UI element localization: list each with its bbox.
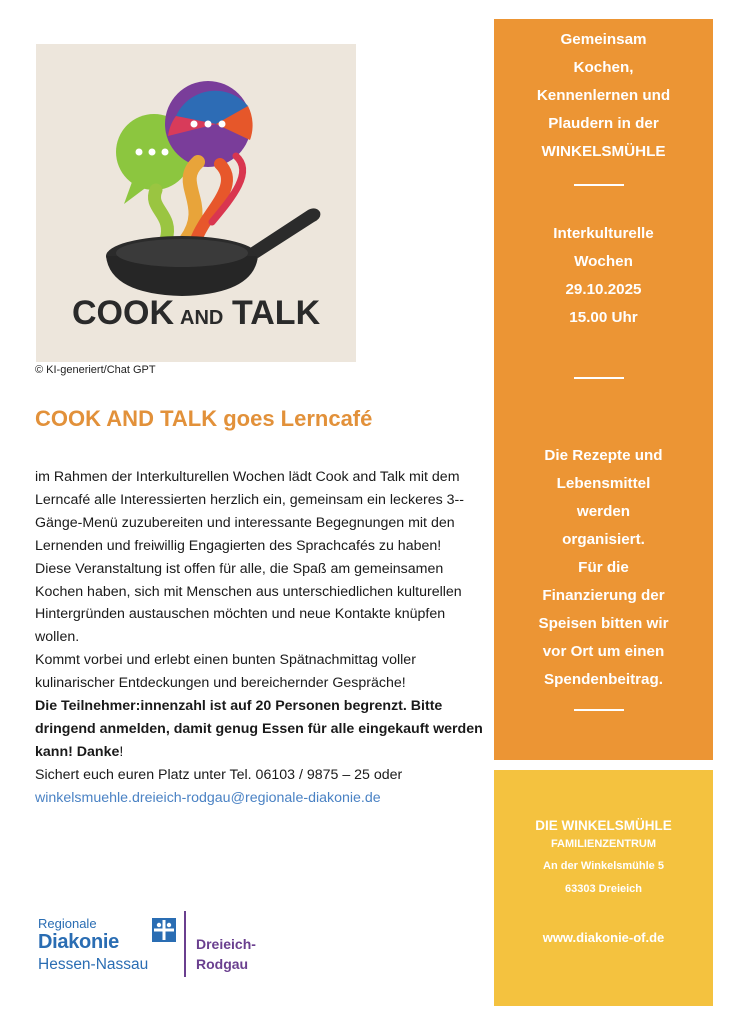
diakonie-local-line-1: Dreieich- bbox=[196, 936, 256, 952]
paragraph-contact: Sichert euch euren Platz unter Tel. 06103 / 9875 – 25 oder bbox=[35, 766, 403, 783]
info-line-3: werden bbox=[576, 503, 631, 520]
info-line-6: Finanzierung der bbox=[542, 587, 665, 604]
diakonie-cross-icon bbox=[152, 918, 176, 942]
cook-and-talk-logo bbox=[36, 44, 356, 362]
image-credit: © KI-generiert/Chat GPT bbox=[35, 364, 156, 376]
limit-notice-end: ! bbox=[119, 743, 124, 760]
logo-word-talk: TALK bbox=[232, 294, 321, 332]
logo-word-and: AND bbox=[180, 307, 224, 329]
event-description bbox=[35, 466, 485, 810]
venue-subtitle: FAMILIENZENTRUM bbox=[550, 838, 657, 850]
diakonie-local bbox=[196, 934, 256, 974]
limit-notice: Die Teilnehmer:innenzahl ist auf 20 Personen begrenzt. Bitte dringend anmelden, damit genug Essen für alle eingekauft werden kann! Danke bbox=[35, 698, 483, 760]
divider bbox=[574, 709, 624, 711]
event-name-line-2: Wochen bbox=[574, 253, 633, 270]
info-line-1: Die Rezepte und bbox=[544, 447, 663, 464]
logo-divider bbox=[184, 911, 186, 977]
diakonie-local-line-2: Rodgau bbox=[196, 956, 249, 972]
diakonie-logo bbox=[36, 911, 276, 981]
event-name-line-1: Interkulturelle bbox=[553, 225, 654, 242]
diakonie-name: Diakonie bbox=[38, 931, 119, 953]
tagline-line-5: WINKELSMÜHLE bbox=[541, 143, 666, 160]
event-time: 15.00 Uhr bbox=[569, 309, 638, 326]
divider bbox=[574, 184, 624, 186]
info-line-7: Speisen bitten wir bbox=[538, 615, 669, 632]
contact-panel bbox=[494, 770, 713, 1006]
paragraph-audience: Diese Veranstaltung ist offen für alle, die Spaß am gemeinsamen Kochen haben, sich mit Menschen aus unterschiedlichen kulturellen Hintergründen austauschen möchten und neue Kontakte knüpfen wollen. bbox=[35, 560, 462, 646]
venue-city: 63303 Dreieich bbox=[564, 883, 643, 895]
pan-illustration bbox=[36, 44, 356, 362]
tagline-line-4: Plaudern in der bbox=[548, 115, 659, 132]
diakonie-regionale: Regionale bbox=[38, 916, 97, 931]
page-title: COOK AND TALK goes Lerncafé bbox=[35, 406, 373, 431]
divider bbox=[574, 377, 624, 379]
event-date: 29.10.2025 bbox=[565, 281, 642, 298]
website-link[interactable]: www.diakonie-of.de bbox=[542, 930, 665, 945]
info-line-5: Für die bbox=[578, 559, 629, 576]
info-line-4: organisiert. bbox=[562, 531, 645, 548]
info-line-8: vor Ort um einen bbox=[542, 643, 665, 660]
email-link[interactable]: winkelsmuehle.dreieich-rodgau@regionale-diakonie.de bbox=[35, 789, 381, 806]
info-line-9: Spendenbeitrag. bbox=[544, 671, 663, 688]
tagline-line-3: Kennenlernen und bbox=[536, 87, 671, 104]
tagline-line-1: Gemeinsam bbox=[560, 31, 647, 48]
logo-word-cook: COOK bbox=[72, 294, 174, 332]
info-panel bbox=[494, 19, 713, 760]
venue-name: DIE WINKELSMÜHLE bbox=[535, 818, 672, 833]
paragraph-limit bbox=[35, 695, 485, 764]
info-line-2: Lebensmittel bbox=[556, 475, 651, 492]
paragraph-intro: im Rahmen der Interkulturellen Wochen lädt Cook and Talk mit dem Lerncafé alle Interessierten herzlich ein, gemeinsam ein leckeres 3--Gänge-Menü zuzubereiten und interessante Begegnungen mit den Lernenden und freiwillig Engagierten des Sprachcafés zu haben! bbox=[35, 469, 464, 554]
tagline-line-2: Kochen, bbox=[573, 59, 634, 76]
diakonie-region: Hessen-Nassau bbox=[38, 956, 149, 973]
paragraph-invite: Kommt vorbei und erlebt einen bunten Spätnachmittag voller kulinarischer Entdeckungen und bereichernder Gespräche! bbox=[35, 652, 416, 692]
venue-street: An der Winkelsmühle 5 bbox=[543, 860, 664, 872]
